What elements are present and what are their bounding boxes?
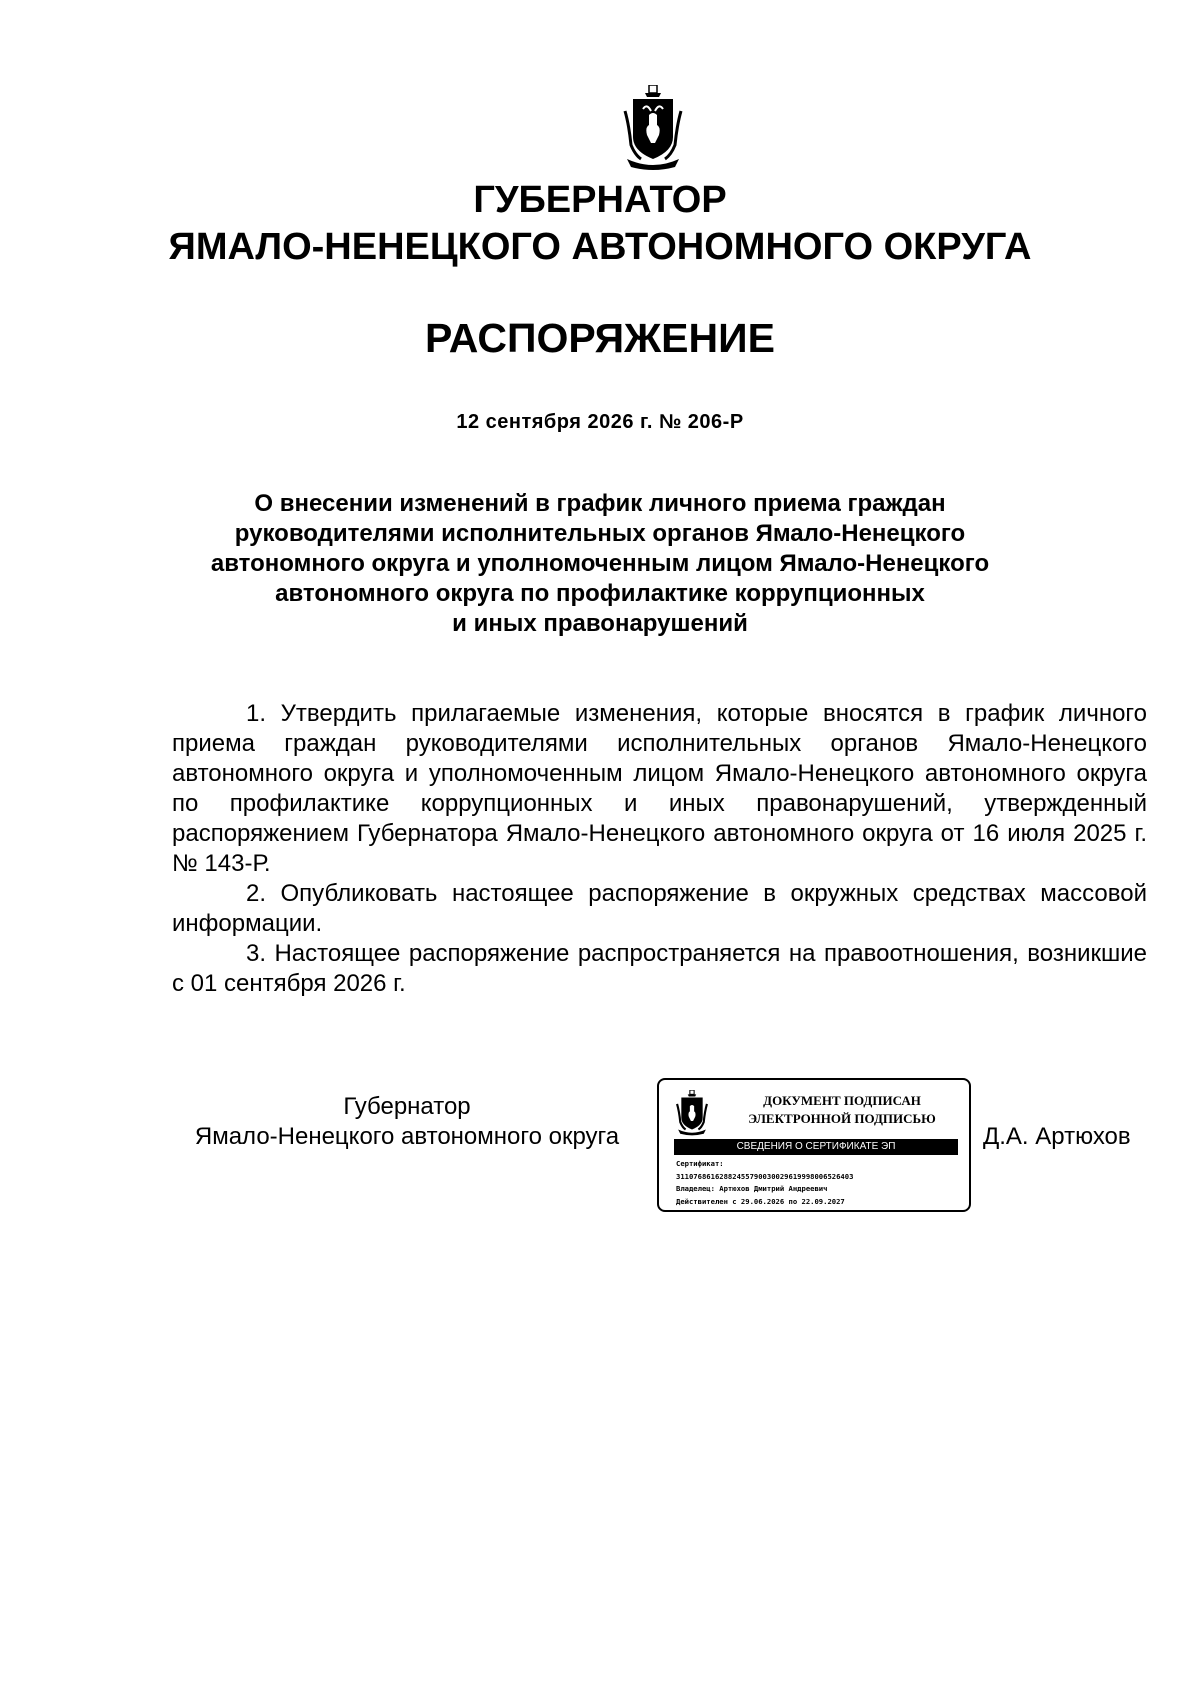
- stamp-heading-line: ЭЛЕКТРОННОЙ ПОДПИСЬЮ: [748, 1111, 936, 1126]
- issuer-region: ЯМАЛО-НЕНЕЦКОГО АВТОНОМНОГО ОКРУГА: [168, 226, 1032, 268]
- signatory-position-line: Губернатор: [343, 1093, 471, 1120]
- subject-line: О внесении изменений в график личного приема граждан: [254, 490, 946, 517]
- document-type: РАСПОРЯЖЕНИЕ: [425, 315, 775, 361]
- signatory-name: Д.А. Артюхов: [983, 1123, 1131, 1150]
- date-and-number: 12 сентября 2026 г. № 206-Р: [456, 411, 744, 433]
- document-body: [172, 699, 1147, 999]
- coat-of-arms-icon: [676, 1090, 708, 1136]
- stamp-heading-line: ДОКУМЕНТ ПОДПИСАН: [763, 1093, 921, 1108]
- paragraph-item-1: 1. Утвердить прилагаемые изменения, которые вносятся в график личного приема граждан руководителями исполнительных органов Ямало-Ненецкого автономного округа и уполномоченным лицом Ямало-Ненецкого автономного округа по профилактике коррупционных и иных правонарушений, утвержденный распоряжением Губернатора Ямало-Ненецкого автономного округа от 16 июля 2025 г. № 143-Р.: [172, 700, 1147, 877]
- certificate-info-bar: СВЕДЕНИЯ О СЕРТИФИКАТЕ ЭП: [674, 1139, 958, 1155]
- signatory-position-line: Ямало-Ненецкого автономного округа: [194, 1123, 620, 1150]
- signatory-position: [172, 1092, 642, 1152]
- subject-line: автономного округа и уполномоченным лицом Ямало-Ненецкого: [210, 550, 990, 577]
- certificate-details: [676, 1158, 966, 1208]
- stamp-heading: [721, 1092, 963, 1128]
- certificate-owner: Владелец: Артюхов Дмитрий Андреевич: [676, 1184, 828, 1193]
- paragraph-item-2: 2. Опубликовать настоящее распоряжение в окружных средствах массовой информации.: [172, 880, 1147, 937]
- certificate-label: Сертификат:: [676, 1159, 724, 1168]
- issuer-title: ГУБЕРНАТОР: [473, 179, 727, 221]
- paragraph-item-3: 3. Настоящее распоряжение распространяется на правоотношения, возникшие с 01 сентября 2026 г.: [172, 940, 1147, 997]
- subject-line: и иных правонарушений: [452, 610, 748, 637]
- subject-line: руководителями исполнительных органов Ямало-Ненецкого: [234, 520, 966, 547]
- certificate-number: 31107686162882455790030029619998006526403: [676, 1171, 854, 1181]
- coat-of-arms-emblem: [623, 85, 683, 171]
- document-subject: [200, 489, 1000, 639]
- subject-line: автономного округа по профилактике коррупционных: [275, 580, 925, 607]
- certificate-validity: Действителен с 29.06.2026 по 22.09.2027: [676, 1196, 845, 1206]
- electronic-signature-stamp: [657, 1078, 971, 1212]
